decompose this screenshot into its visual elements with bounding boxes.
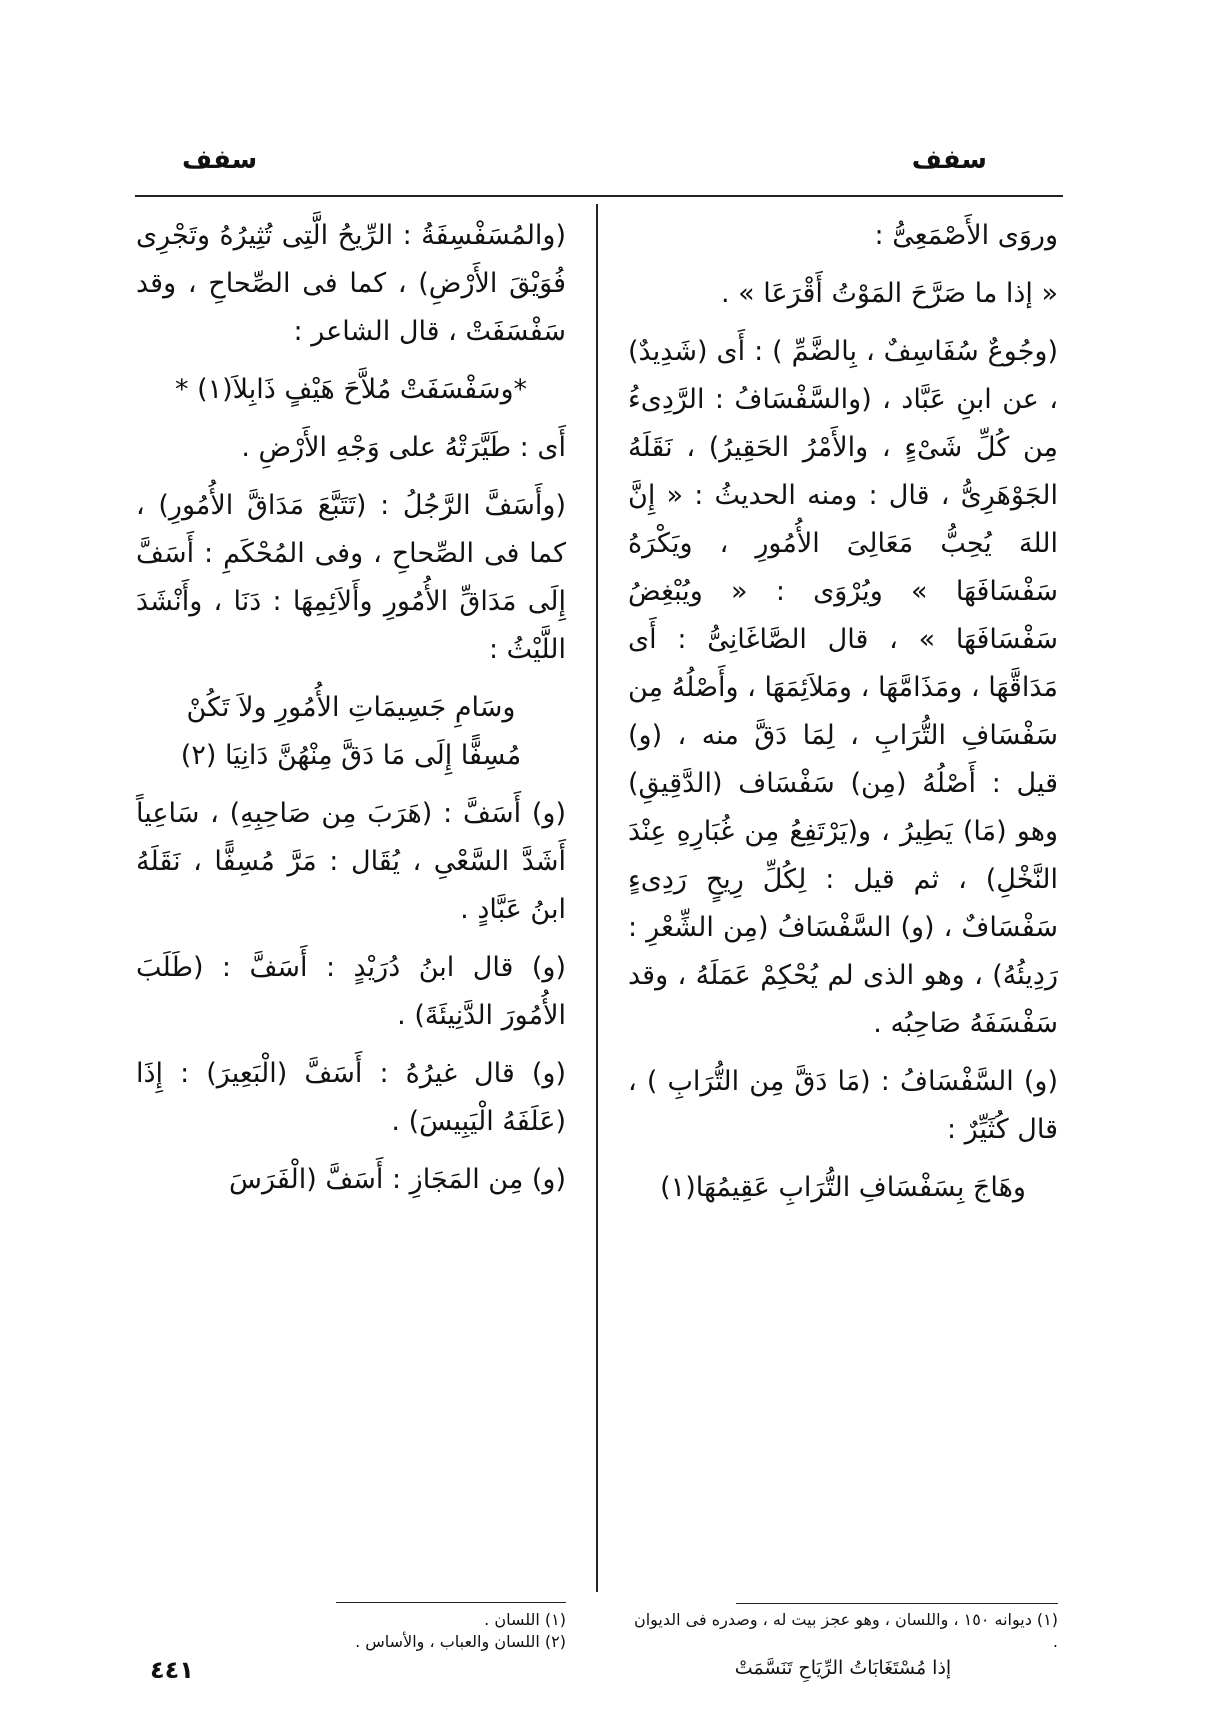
paragraph: (و) قال غيرُهُ : أَسَفَّ (الْبَعِيرَ) : إِذَا (عَلَفَهُ الْيَبِيسَ) . (136, 1058, 566, 1137)
verse-line: وهَاجَ بِسَفْسَافِ التُّرَابِ عَقِيمُهَا(١) (660, 1172, 1026, 1203)
paragraph: « إذا ما صَرَّحَ المَوْتُ أَقْرَعَا » . (720, 278, 1058, 309)
header-right-keyword: سفف (911, 145, 987, 175)
verse-line: مُسِفًّا إِلَى مَا دَقَّ مِنْهُنَّ دَانِيَا (٢) (180, 740, 522, 771)
footnote-rule-left (336, 1602, 566, 1603)
header-rule (135, 195, 1063, 197)
verse-line: وسَامِ جَسِيمَاتِ الأُمُورِ ولاَ تَكُنْ (186, 692, 516, 723)
footnotes-left (136, 1609, 566, 1653)
page-number: ٤٤١ (150, 1656, 194, 1684)
paragraph: وروَى الأَصْمَعِىُّ : (874, 220, 1058, 251)
column-divider (596, 204, 598, 1592)
paragraph: (وجُوعٌ سُفَاسِفٌ ، بِالضَّمِّ ) : أَى (شَدِيدٌ) ، عن ابنِ عَبَّاد ، (والسَّفْسَافُ : الرَّدِىءُ مِن كُلِّ شَىْءٍ ، والأَمْرُ الحَقِيرُ) ، نَقَلَهُ الجَوْهَرِىُّ ، قال : ومنه الحديثُ : « إِنَّ اللهَ يُحِبُّ مَعَالِىَ الأُمُورِ ، ويَكْرَهُ سَفْسَافَهَا » ويُرْوَى : « ويُبْغِضُ سَفْسَافَهَا » ، قال الصَّاغَانِىُّ : أَى مَدَاقَّهَا ، ومَذَامَّهَا ، ومَلاَئِمَهَا ، وأَصْلُهُ مِن سَفْسَافِ التُّرَابِ ، لِمَا دَقَّ منه ، (و) قيل : أَصْلُهُ (مِن) سَفْسَاف (الدَّقِيقِ) وهو (مَا) يَطِيرُ ، و(يَرْتَفِعُ مِن غُبَارِهِ عِنْدَ النَّخْلِ) ، ثم قيل : لِكُلِّ رِيحٍ رَدِىءٍ سَفْسَافٌ ، (و) السَّفْسَافُ (مِن الشِّعْرِ : رَدِيئُهُ) ، وهو الذى لم يُحْكِمْ عَمَلَهُ ، وقد سَفْسَفَهُ صَاحِبُه . (628, 336, 1058, 1039)
footnote-rule-right (736, 1603, 1058, 1604)
paragraph: (والمُسَفْسِفَةُ : الرِّيحُ الَّتِى تُثِيرُهُ وتَجْرِى فُوَيْقَ الأَرْضِ) ، كما فى الصِّحاحِ ، وقد سَفْسَفَتْ ، قال الشاعر : (136, 220, 566, 347)
paragraph: (و) قال ابنُ دُرَيْدٍ : أَسَفَّ : (طَلَبَ الأُمُورَ الدَّنِيئَةَ) . (136, 952, 566, 1031)
footnote: (١) ديوانه ١٥٠ ، واللسان ، وهو عجز بيت له ، وصدره فى الديوان . (633, 1610, 1058, 1651)
footnote-verse: إذا مُسْتَغَابَاتُ الرِّيَاحِ تَنَسَّمَتْ (734, 1657, 952, 1679)
verse-line: *وسَفْسَفَتْ مُلاَّحَ هَيْفٍ ذَابِلاَ(١) * (175, 374, 527, 405)
paragraph: (و) مِن المَجَازِ : أَسَفَّ (الْفَرَسَ (228, 1164, 566, 1195)
paragraph: (وأَسَفَّ الرَّجُلُ : (تَتَبَّعَ مَدَاقَّ الأُمُورِ) ، كما فى الصِّحاحِ ، وفى المُحْكَمِ : أَسَفَّ إِلَى مَدَاقِّ الأُمُورِ وأَلاَئِمِهَا : دَنَا ، وأَنْشَدَ اللَّيْثُ : (136, 490, 566, 665)
paragraph: أَى : طَيَّرَتْهُ على وَجْهِ الأَرْضِ . (241, 432, 566, 463)
header-left-keyword: سفف (182, 145, 258, 175)
left-column (136, 212, 566, 1214)
footnote: (٢) اللسان والعباب ، والأساس . (355, 1632, 566, 1651)
right-column (628, 212, 1058, 1222)
paragraph: (و) أَسَفَّ : (هَرَبَ مِن صَاحِبِهِ) ، سَاعِياً أَشَدَّ السَّعْىِ ، يُقَال : مَرَّ مُسِفًّا ، نَقَلَهُ ابنُ عَبَّادٍ . (136, 798, 566, 925)
footnotes-right (628, 1609, 1058, 1679)
paragraph: (و) السَّفْسَافُ : (مَا دَقَّ مِن التُّرَابِ ) ، قال كُثَيِّرٌ : (628, 1066, 1058, 1145)
footnote: (١) اللسان . (484, 1610, 566, 1629)
